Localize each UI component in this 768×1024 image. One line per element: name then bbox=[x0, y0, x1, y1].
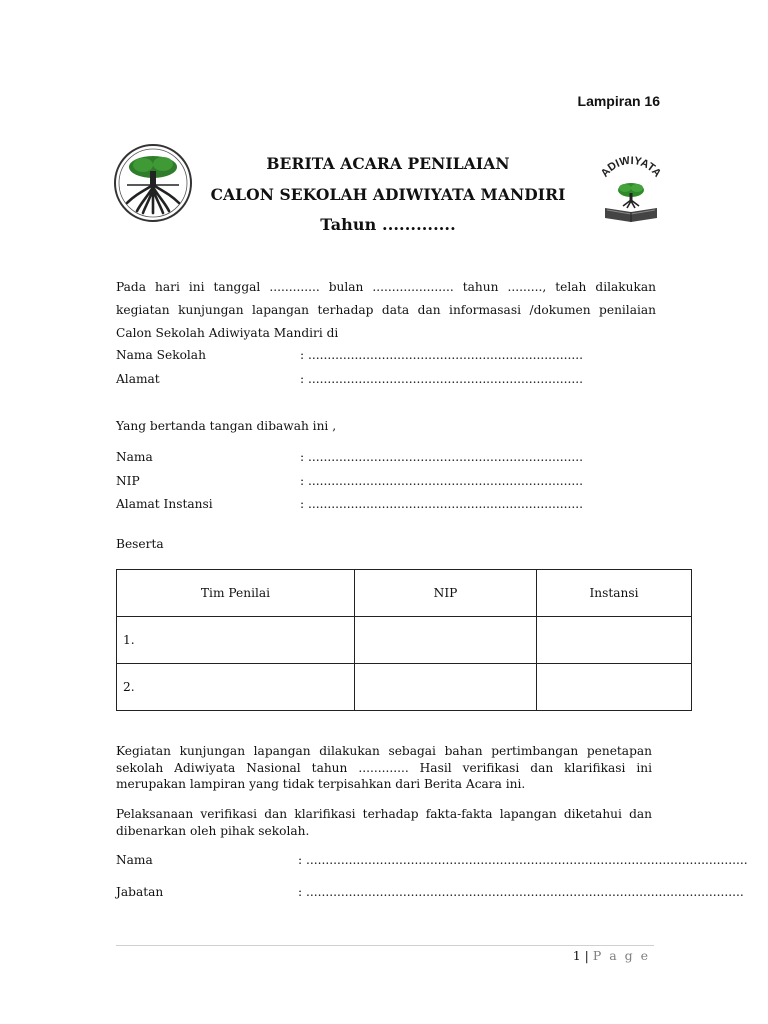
signer-name-row bbox=[116, 450, 656, 470]
signer-institution-address-row bbox=[116, 497, 656, 517]
table-cell-nip[interactable] bbox=[355, 664, 537, 711]
document-subtitle: CALON SEKOLAH ADIWIYATA MANDIRI bbox=[210, 185, 566, 204]
signer-nip-field[interactable]: : ....................................................................... bbox=[300, 474, 584, 488]
adiwiyata-logo-text: ADIWIYATA bbox=[598, 154, 664, 180]
page-footer bbox=[540, 948, 650, 963]
adiwiyata-logo-icon bbox=[591, 150, 671, 230]
table-row bbox=[117, 664, 692, 711]
document-title: BERITA ACARA PENILAIAN bbox=[266, 154, 510, 173]
closing-position-row bbox=[116, 885, 744, 905]
closing-position-field[interactable]: : ................................................................................................................. bbox=[298, 885, 744, 899]
beserta-label: Beserta bbox=[116, 537, 164, 551]
table-cell-institution[interactable] bbox=[537, 617, 692, 664]
intro-paragraph: Pada hari ini tanggal ............. bulan ..................... tahun ........., telah dilakukan kegiatan kunjungan lapangan terhadap data dan informasasi /dokumen penilaian Calon Sekolah Adiwiyata Mandiri di bbox=[116, 280, 656, 340]
table-cell-nip[interactable] bbox=[355, 617, 537, 664]
signer-nip-label: NIP bbox=[116, 474, 140, 488]
tree-logo-icon bbox=[113, 143, 193, 223]
school-name-label: Nama Sekolah bbox=[116, 348, 206, 362]
signer-nip-row bbox=[116, 474, 656, 494]
attachment-label: Lampiran 16 bbox=[577, 93, 660, 109]
table-row bbox=[117, 617, 692, 664]
column-header-team: Tim Penilai bbox=[117, 570, 355, 617]
signer-heading: Yang bertanda tangan dibawah ini , bbox=[116, 419, 337, 433]
school-address-row bbox=[116, 372, 656, 392]
page-word: P a g e bbox=[592, 948, 650, 963]
closing-paragraph-1: Kegiatan kunjungan lapangan dilakukan sebagai bahan pertimbangan penetapan sekolah Adiwiyata Nasional tahun ............. Hasil verifikasi dan klarifikasi ini merupakan lampiran yang tidak terpisahkan dari Berita Acara ini. bbox=[116, 744, 652, 791]
school-name-row bbox=[116, 348, 656, 368]
table-header-row bbox=[117, 570, 692, 617]
table-cell-team[interactable]: 1. bbox=[117, 617, 355, 664]
closing-position-label: Jabatan bbox=[116, 885, 164, 899]
closing-name-label: Nama bbox=[116, 853, 153, 867]
closing-paragraph-2: Pelaksanaan verifikasi dan klarifikasi terhadap fakta-fakta lapangan diketahui dan dibenarkan oleh pihak sekolah. bbox=[116, 807, 652, 838]
school-address-field[interactable]: : ....................................................................... bbox=[300, 372, 584, 386]
footer-divider bbox=[116, 945, 654, 946]
column-header-institution: Instansi bbox=[537, 570, 692, 617]
school-address-label: Alamat bbox=[116, 372, 160, 386]
table-cell-institution[interactable] bbox=[537, 664, 692, 711]
closing-name-field[interactable]: : .................................................................................................................. bbox=[298, 853, 748, 867]
document-year: Tahun ............. bbox=[320, 215, 456, 234]
table-cell-team[interactable]: 2. bbox=[117, 664, 355, 711]
signer-name-field[interactable]: : ....................................................................... bbox=[300, 450, 584, 464]
school-name-field[interactable]: : ....................................................................... bbox=[300, 348, 584, 362]
column-header-nip: NIP bbox=[355, 570, 537, 617]
assessment-team-table bbox=[116, 569, 692, 711]
closing-name-row bbox=[116, 853, 748, 873]
page-number: 1 | bbox=[572, 948, 589, 963]
signer-institution-address-label: Alamat Instansi bbox=[116, 497, 213, 511]
signer-name-label: Nama bbox=[116, 450, 153, 464]
signer-institution-address-field[interactable]: : ....................................................................... bbox=[300, 497, 584, 511]
svg-text:ADIWIYATA bbox=[599, 155, 664, 180]
